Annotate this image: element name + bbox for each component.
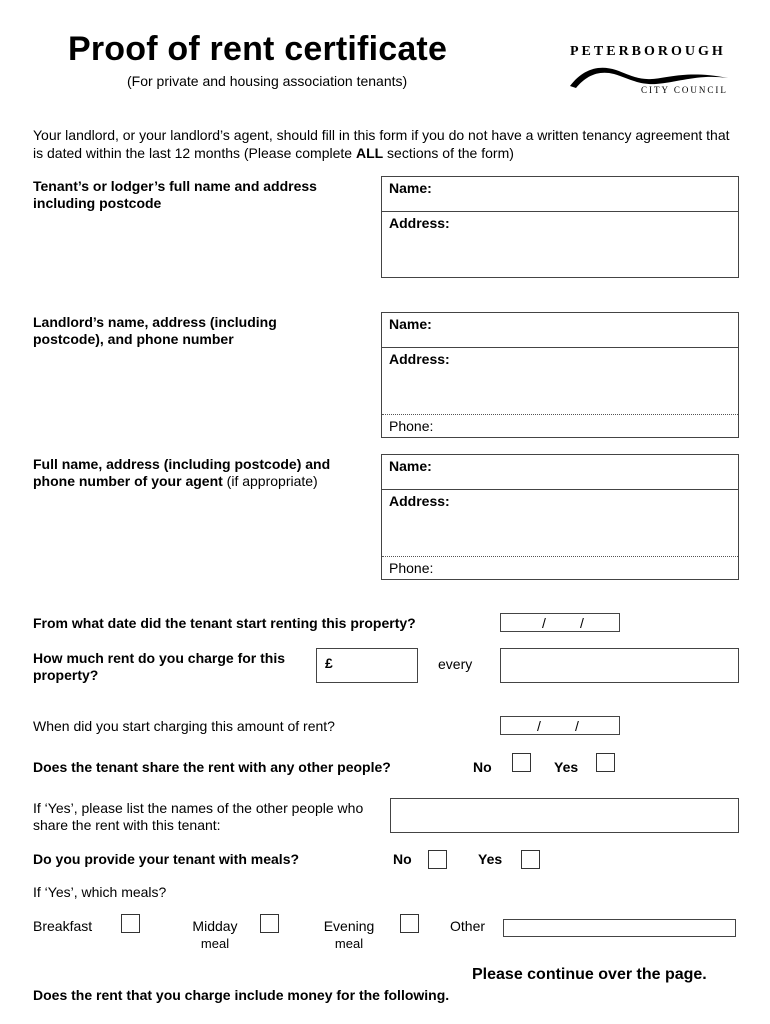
meals-no-label: No xyxy=(393,851,412,867)
tenant-name-field[interactable]: Name: xyxy=(389,180,432,196)
meals-yes-label: Yes xyxy=(478,851,503,867)
which-meals-question: If ‘Yes’, which meals? xyxy=(33,884,167,900)
landlord-section-label: Landlord’s name, address (including postcode), and phone number xyxy=(33,314,277,347)
tenant-address-field[interactable]: Address: xyxy=(382,211,738,277)
share-names-input[interactable] xyxy=(390,798,739,833)
agent-details-box xyxy=(381,454,739,580)
charge-date-input[interactable]: / / xyxy=(500,716,620,735)
share-rent-question: Does the tenant share the rent with any other people? xyxy=(33,759,391,775)
council-logo-name: PETERBOROUGH xyxy=(570,44,726,59)
breakfast-checkbox[interactable] xyxy=(121,914,140,933)
landlord-address-field[interactable]: Address: xyxy=(382,347,738,414)
agent-section-label: Full name, address (including postcode) and phone number of your agent (if appropriate) xyxy=(33,456,331,489)
midday-meal-label: Midday meal xyxy=(192,918,238,951)
meals-yes-checkbox[interactable] xyxy=(521,850,540,869)
intro-text: Your landlord, or your landlord’s agent, should fill in this form if you do not have a written tenancy agreement that is dated within the last 12 months (Please complete ALL sections of the form) xyxy=(33,127,730,161)
agent-address-field[interactable]: Address: xyxy=(382,489,738,556)
share-names-question: If ‘Yes’, please list the names of the other people who share the rent with this tenant: xyxy=(33,800,364,833)
share-no-checkbox[interactable] xyxy=(512,753,531,772)
share-no-label: No xyxy=(473,759,492,775)
rent-amount-question: How much rent do you charge for this property? xyxy=(33,650,286,683)
page-subtitle: (For private and housing association tenants) xyxy=(127,73,408,89)
charge-date-question: When did you start charging this amount of rent? xyxy=(33,718,335,734)
other-meal-input[interactable] xyxy=(503,919,736,937)
start-date-question: From what date did the tenant start renting this property? xyxy=(33,615,416,631)
share-yes-checkbox[interactable] xyxy=(596,753,615,772)
evening-meal-label: Evening meal xyxy=(323,918,375,951)
rent-period-input[interactable] xyxy=(500,648,739,683)
council-logo-subtitle: CITY COUNCIL xyxy=(641,85,728,95)
continue-note: Please continue over the page. xyxy=(472,966,707,983)
breakfast-label: Breakfast xyxy=(33,918,93,934)
landlord-phone-field[interactable]: Phone: xyxy=(382,414,738,437)
agent-phone-field[interactable]: Phone: xyxy=(382,556,738,579)
agent-name-field[interactable]: Name: xyxy=(389,458,432,474)
tenant-details-box xyxy=(381,176,739,278)
start-date-input[interactable]: / / xyxy=(500,613,620,632)
midday-meal-checkbox[interactable] xyxy=(260,914,279,933)
meals-no-checkbox[interactable] xyxy=(428,850,447,869)
share-yes-label: Yes xyxy=(554,759,579,775)
rent-amount-input[interactable]: £ xyxy=(316,648,418,683)
next-question: Does the rent that you charge include money for the following. xyxy=(33,987,450,1003)
tenant-section-label: Tenant’s or lodger’s full name and address including postcode xyxy=(33,178,317,211)
landlord-details-box xyxy=(381,312,739,438)
rent-every-label: every xyxy=(438,656,473,672)
evening-meal-checkbox[interactable] xyxy=(400,914,419,933)
other-meal-label: Other xyxy=(450,918,486,934)
page-title: Proof of rent certificate xyxy=(68,30,448,68)
landlord-name-field[interactable]: Name: xyxy=(389,316,432,332)
meals-question: Do you provide your tenant with meals? xyxy=(33,851,300,867)
